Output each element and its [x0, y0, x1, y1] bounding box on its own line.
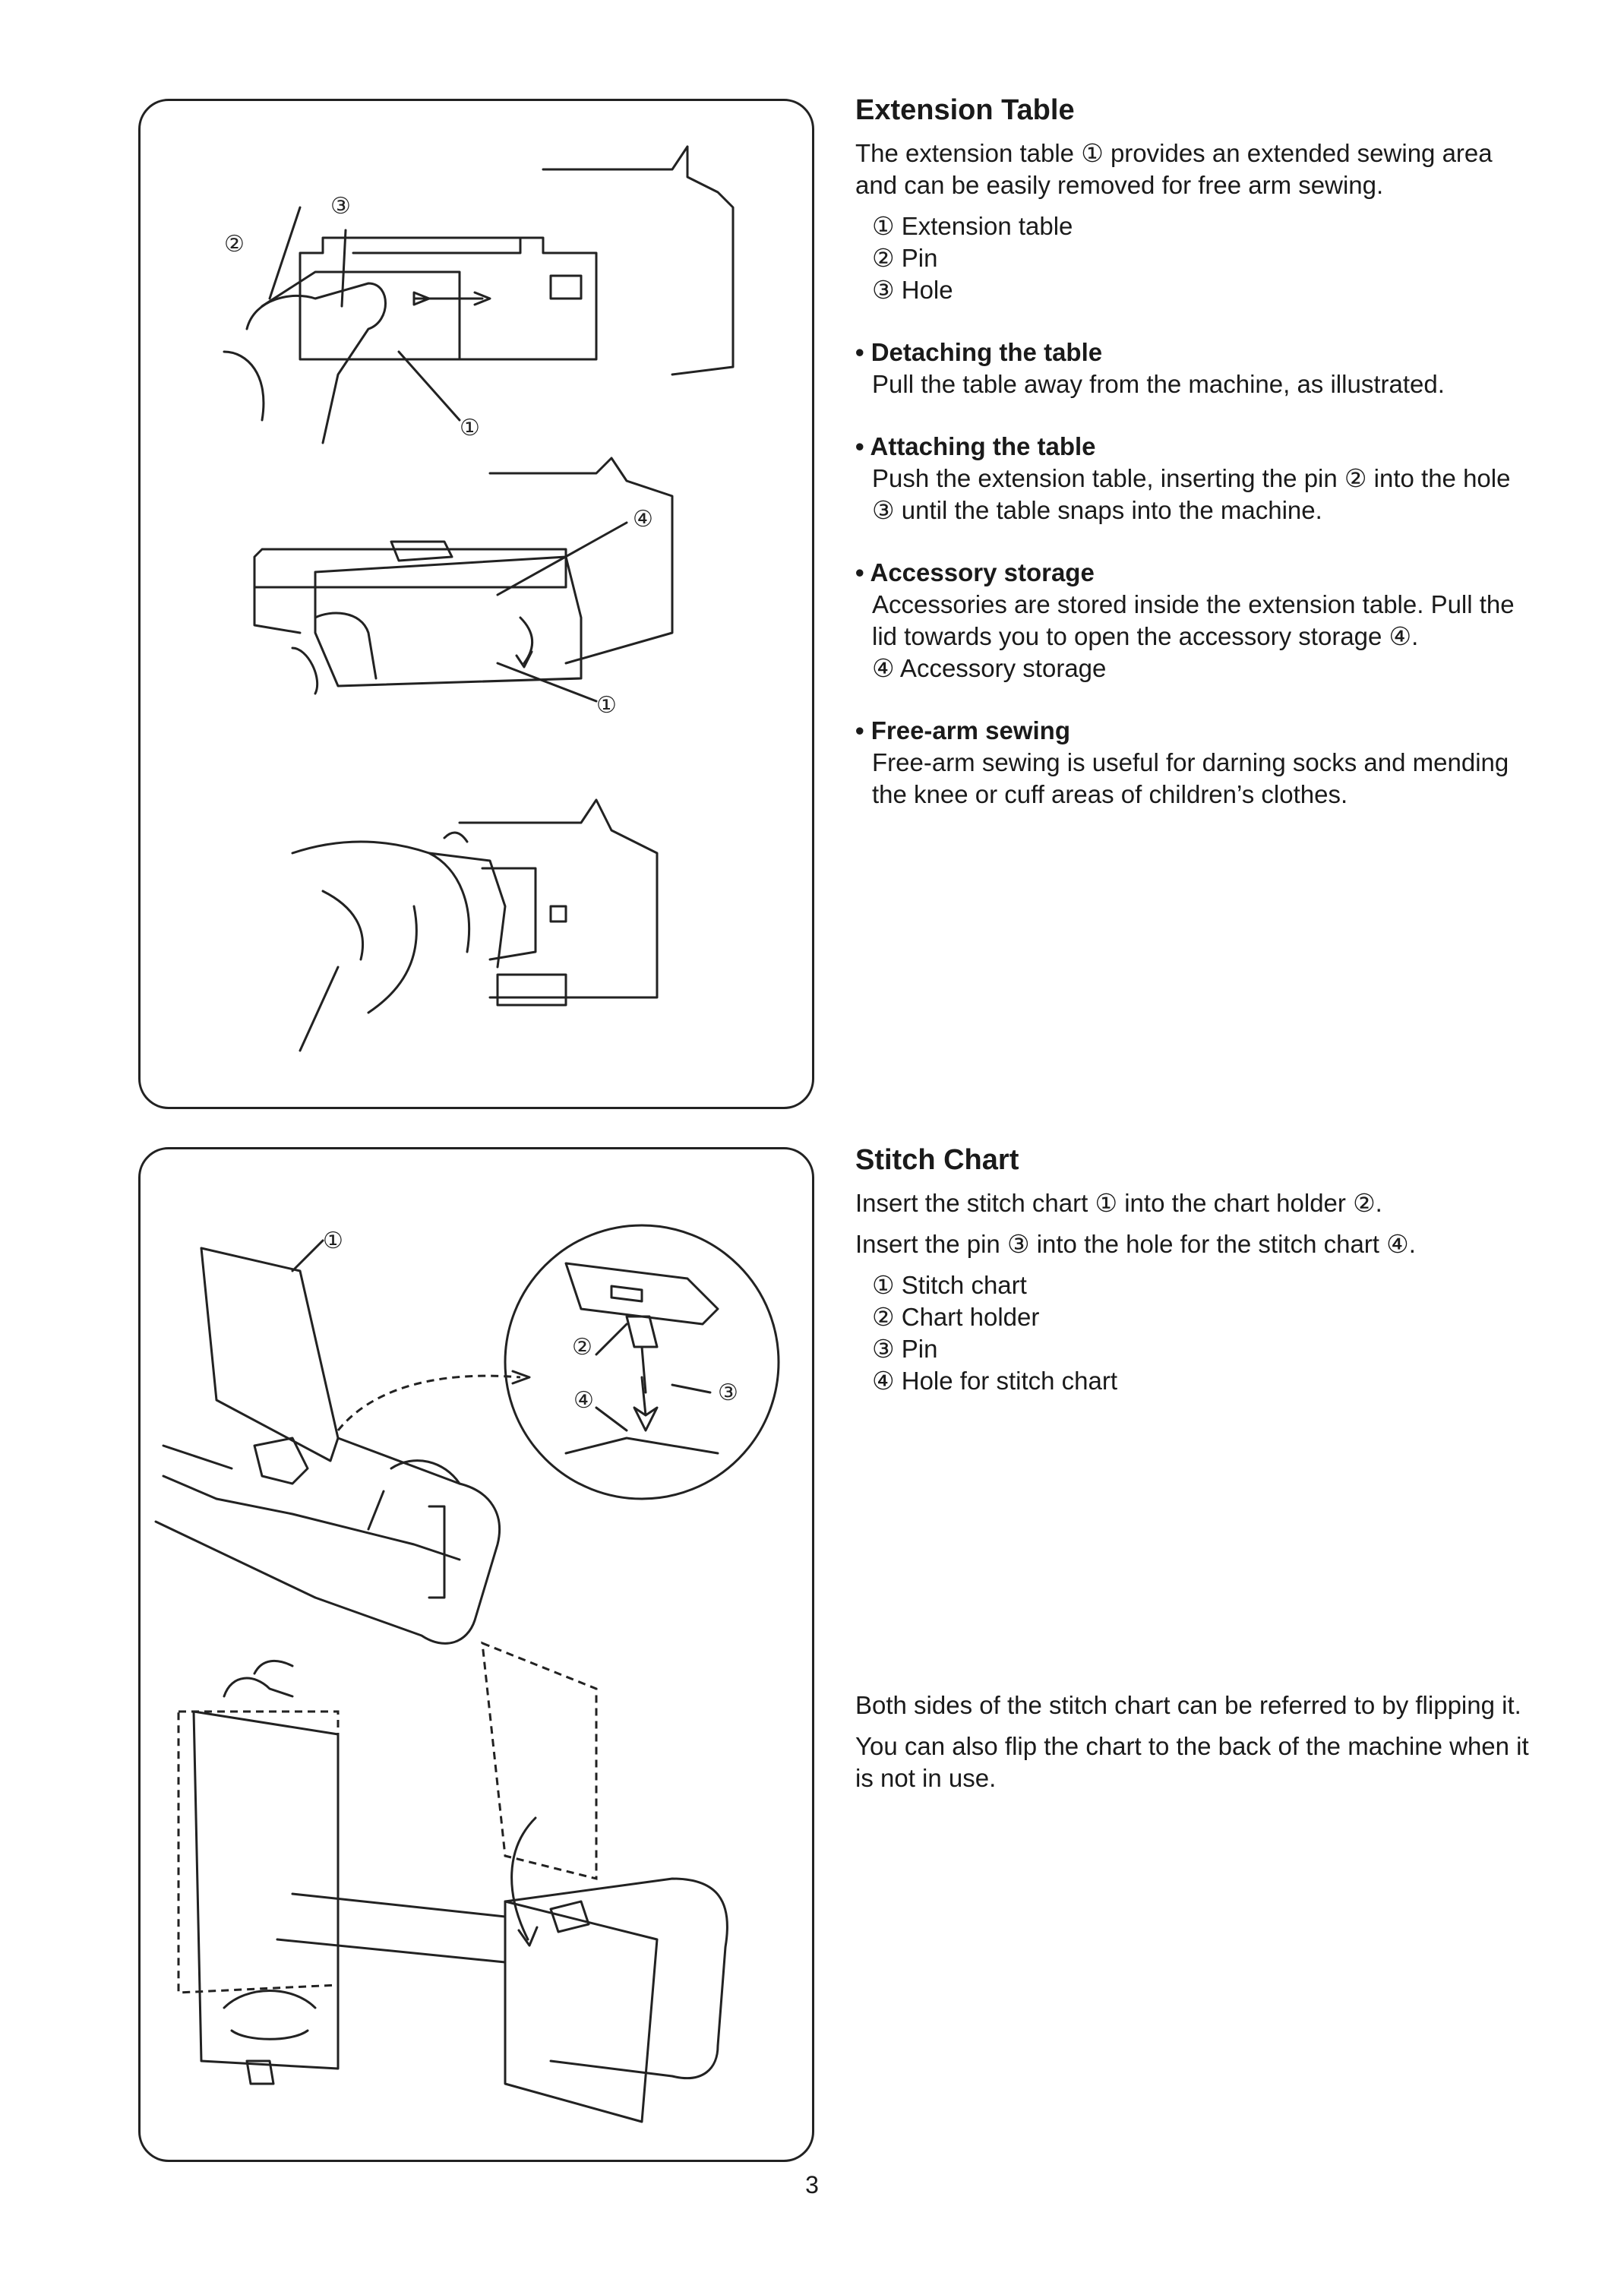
page-number: 3 [805, 2171, 819, 2198]
extension-table-title: Extension Table [855, 94, 1075, 126]
stitch-chart-note [855, 1689, 1539, 1794]
free-arm-title: • Free-arm sewing [855, 716, 1070, 744]
extension-table-section [855, 94, 1539, 811]
storage-illustration [254, 458, 672, 719]
label-chart-2: ② [572, 1334, 592, 1361]
label-chart-3: ③ [718, 1380, 738, 1406]
extension-table-intro: The extension table ① provides an extended sewing area and can be easily removed for free arm sewing. [855, 139, 1493, 199]
part-item: ② Pin [872, 244, 938, 272]
label-chart-1: ① [323, 1228, 343, 1254]
label-1: ① [460, 415, 480, 441]
storage-title: • Accessory storage [855, 558, 1095, 586]
label-1b: ① [596, 692, 617, 719]
storage-item: ④ Accessory storage [872, 654, 1107, 682]
stitch-chart-figure [138, 1147, 814, 2162]
note-back: You can also flip the chart to the back of the machine when it is not in use. [855, 1732, 1529, 1792]
part-item: ④ Hole for stitch chart [872, 1367, 1118, 1395]
part-item: ③ Pin [872, 1335, 938, 1363]
label-3: ③ [330, 193, 351, 220]
free-arm-body: Free-arm sewing is useful for darning socks and mending the knee or cuff areas of children’s clothes. [872, 748, 1509, 808]
storage-section [855, 557, 1539, 684]
stitch-chart-line2: Insert the pin ③ into the hole for the stitch chart ④. [855, 1230, 1416, 1258]
note-flip: Both sides of the stitch chart can be referred to by flipping it. [855, 1691, 1521, 1719]
detaching-title: • Detaching the table [855, 338, 1103, 366]
attaching-body: Push the extension table, inserting the pin ② into the hole ③ until the table snaps into the machine. [872, 464, 1511, 524]
part-item: ③ Hole [872, 276, 953, 304]
stitch-chart-section [855, 1144, 1539, 1397]
free-arm-section [855, 715, 1539, 811]
detach-illustration [224, 147, 733, 443]
label-2: ② [224, 231, 245, 258]
flip-chart-illustration [179, 1661, 338, 2084]
back-chart-illustration [277, 1643, 727, 2122]
part-item: ① Extension table [872, 212, 1073, 240]
part-item: ② Chart holder [872, 1303, 1040, 1331]
zoom-detail [505, 1225, 779, 1499]
extension-table-figure [138, 99, 814, 1109]
attaching-section [855, 431, 1539, 526]
storage-body: Accessories are stored inside the extension table. Pull the lid towards you to open the accessory storage ④. [872, 590, 1515, 650]
stitch-chart-line1: Insert the stitch chart ① into the chart holder ②. [855, 1189, 1382, 1217]
label-chart-4: ④ [573, 1387, 594, 1414]
free-arm-illustration [292, 800, 657, 1051]
label-4: ④ [633, 506, 653, 533]
detaching-section [855, 337, 1539, 400]
stitch-chart-illustration [141, 1149, 812, 2160]
extension-table-parts [872, 210, 1539, 306]
part-item: ① Stitch chart [872, 1271, 1027, 1299]
stitch-chart-parts [872, 1269, 1539, 1397]
attaching-title: • Attaching the table [855, 432, 1096, 460]
machine-chart-illustration [156, 1228, 529, 1643]
stitch-chart-title: Stitch Chart [855, 1144, 1019, 1176]
detaching-body: Pull the table away from the machine, as illustrated. [872, 370, 1445, 398]
extension-table-illustration [141, 101, 812, 1107]
